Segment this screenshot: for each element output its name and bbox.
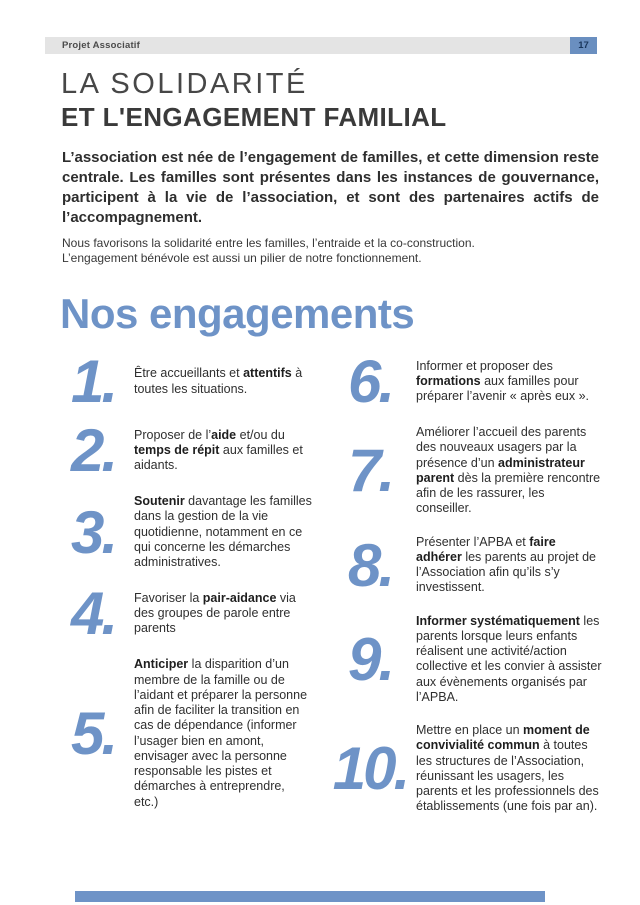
engagement-item	[330, 614, 603, 706]
engagement-item	[330, 723, 603, 815]
engagements-column-left	[58, 348, 330, 833]
engagement-text: Être accueillants et attentifs à toutes les situations.	[134, 366, 303, 396]
engagement-number: 2.	[70, 417, 116, 484]
engagement-number: 10.	[332, 735, 408, 803]
engagements-column-right	[330, 348, 603, 833]
engagement-text: Mettre en place un moment de convivialité commun à toutes les structures de l’Association, réunissant les usagers, les parents et les professionnels des établissements (une fois par an).	[416, 723, 599, 814]
engagement-number: 3.	[70, 498, 116, 566]
engagements-list	[58, 348, 603, 833]
intro-sub-line-1: Nous favorisons la solidarité entre les familles, l’entraide et la co-construction.	[62, 236, 475, 250]
engagement-number: 9.	[347, 625, 393, 693]
section-title: Nos engagements	[60, 290, 415, 337]
engagement-number: 4.	[70, 580, 116, 648]
engagement-item	[58, 657, 330, 810]
engagement-item	[58, 580, 330, 648]
footer-accent-bar	[75, 891, 545, 902]
engagement-number: 7.	[347, 437, 393, 505]
engagement-number: 8.	[347, 531, 393, 599]
page-title-line-2: ET L'ENGAGEMENT FAMILIAL	[61, 102, 447, 132]
intro-sub-paragraph	[62, 236, 599, 267]
engagement-item	[330, 348, 603, 415]
header-bar	[45, 37, 574, 54]
intro-lead-paragraph: L’association est née de l’engagement de familles, et cette dimension reste centrale. Les familles sont présentes dans les instances de gouvernance, participent à la vie de l’association, et sont des partenaires actifs de l’accompagnement.	[62, 149, 599, 226]
engagement-text: Améliorer l’accueil des parents des nouveaux usagers par la présence d’un administrateur parent dès la première rencontre afin de les rassurer, les conseiller.	[416, 425, 601, 516]
engagement-item	[58, 348, 330, 415]
page-title	[61, 70, 447, 130]
engagement-text: Informer systématiquement les parents lorsque leurs enfants réalisent une activité/action collective et les convier à assister aux évènements organisés par l’APBA.	[416, 613, 602, 704]
engagement-text: Anticiper la disparition d’un membre de la famille ou de l’aidant et préparer la personne afin de faciliter la transition en cas de dépendance (informer l’usager bien en amont, envisager avec la personne responsable les pistes et démarches à entreprendre, etc.)	[134, 657, 308, 809]
engagement-text: Soutenir davantage les familles dans la gestion de la vie quotidienne, notamment en ce qui concerne les démarches administratives.	[134, 494, 312, 569]
engagement-text: Présenter l’APBA et faire adhérer les parents au projet de l’Association afin qu’ils s’y investissent.	[416, 534, 596, 595]
engagement-item	[330, 531, 603, 599]
engagement-number: 6.	[347, 348, 393, 415]
engagement-item	[58, 417, 330, 484]
engagement-item	[58, 494, 330, 570]
engagement-text: Informer et proposer des formations aux familles pour préparer l’avenir « après eux ».	[416, 358, 590, 404]
intro-sub-line-2: L’engagement bénévole est aussi un pilier de notre fonctionnement.	[62, 251, 422, 266]
page-number-badge: 17	[570, 37, 597, 54]
header-label: Projet Associatif	[62, 40, 141, 51]
engagement-text: Favoriser la pair-aidance via des groupes de parole entre parents	[134, 590, 296, 636]
engagement-text: Proposer de l’aide et/ou du temps de répit aux familles et aidants.	[134, 427, 303, 473]
engagement-item	[330, 425, 603, 517]
page-title-line-1: LA SOLIDARITÉ	[61, 68, 308, 100]
engagement-number: 5.	[70, 700, 116, 767]
engagement-number: 1.	[70, 348, 116, 415]
